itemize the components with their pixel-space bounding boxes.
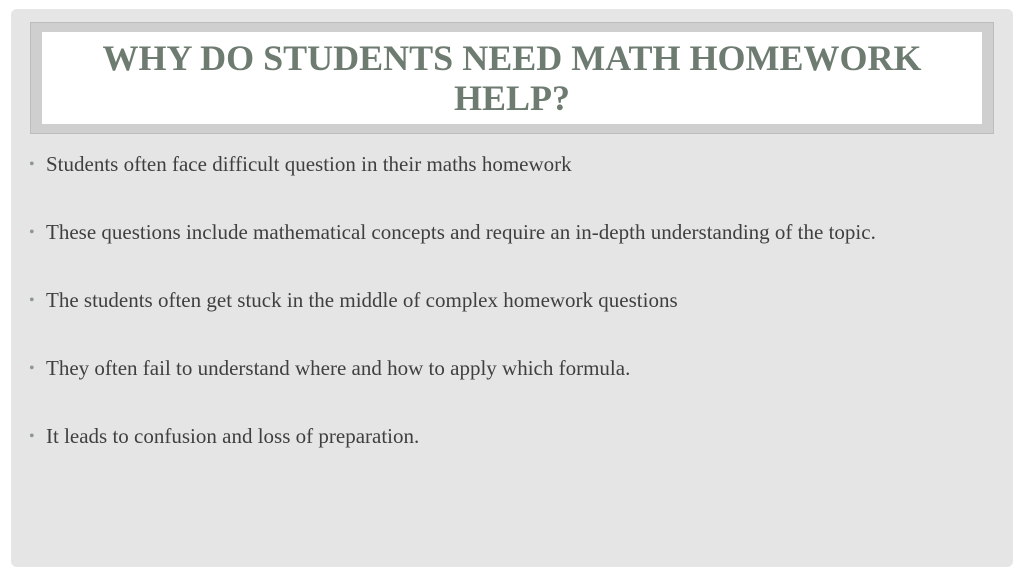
slide [11,9,1013,567]
bullet-item [27,149,997,180]
bullet-text: It leads to confusion and loss of preparation. [46,424,420,448]
bullet-dot-icon: • [29,156,35,173]
title-box [42,32,982,124]
bullet-dot-icon: • [29,360,35,377]
slide-title: WHY DO STUDENTS NEED MATH HOMEWORK HELP? [102,38,922,118]
bullet-text: They often fail to understand where and how to apply which formula. [46,356,631,380]
bullet-item [27,217,997,248]
bullet-text: Students often face difficult question in their maths homework [46,152,572,176]
bullet-dot-icon: • [29,292,35,309]
bullet-item [27,285,997,316]
bullet-list [27,149,997,489]
bullet-dot-icon: • [29,224,35,241]
bullet-item [27,353,997,384]
bullet-text: The students often get stuck in the middle of complex homework questions [46,288,678,312]
bullet-dot-icon: • [29,428,35,445]
bullet-item [27,421,997,452]
bullet-text: These questions include mathematical concepts and require an in-depth understanding of the topic. [46,220,876,244]
title-frame [30,22,994,134]
